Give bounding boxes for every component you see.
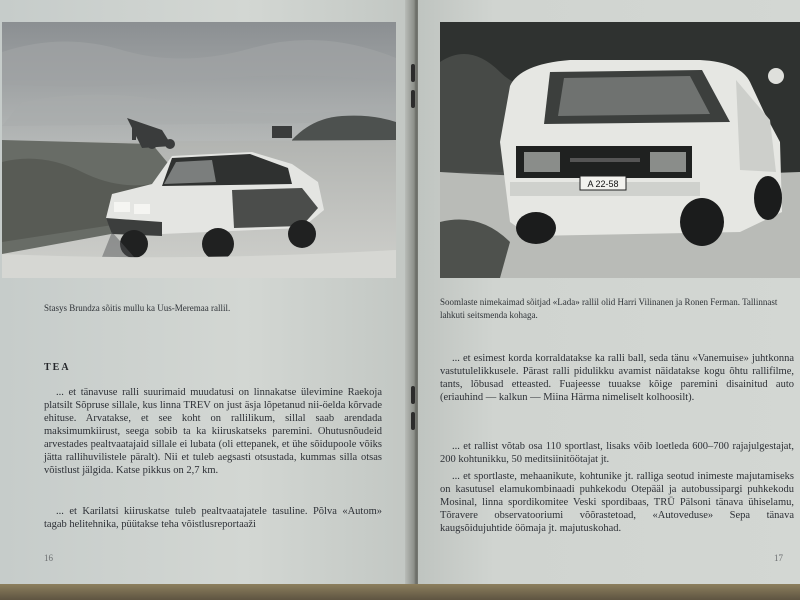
photo-caption-right: Soomlaste nimekaimad sõitjad «Lada» rallil olid Harri Vilinanen ja Ronen Ferman. Tallinnast lahkuti seitsmenda kohaga. [440,297,778,320]
staple-3 [411,386,415,404]
staple-2 [411,90,415,108]
lada-car-photo-right [440,22,800,278]
rally-car-photo-left [2,22,396,278]
section-heading: TEA [44,362,71,373]
staple-1 [411,64,415,82]
paragraph-2-left: ... et Karilatsi kiiruskatse tuleb pealtvaatajatele tasuline. Põlva «Autom» tagab helitehnika, püütakse teha võistlusreportaaži [44,506,382,530]
paragraph-2-right: ... et rallist võtab osa 110 sportlast, lisaks võib loetleda 600–700 rajajulgestajat, 200 kohtunikku, 50 meditsiinitöötajat jt. [440,441,794,465]
staple-4 [411,412,415,430]
paragraph-1-right: ... et esimest korda korraldatakse ka ralli ball, seda tänu «Vanemuise» juhtkonna vastutulelikkusele. Pärast ralli pidulikku avamist näidatakse kogu õhtu rallifilme, tants, lõbusad etteasted. Fuajeesse tuuakse kõige paremini disainitud auto (eriauhind — kalkun — Miina Härma nimeliselt kolhoosilt). [440,353,794,403]
right-page [418,0,800,600]
page-number-right: 17 [774,553,783,563]
page-number-left: 16 [44,553,53,563]
paragraph-1-left: ... et tänavuse ralli suurimaid muudatusi on linnakatse ülevimine Raekoja platsilt Sõpruse sillale, kus linna TREV on just äsja lõpetanud nii-öelda kõrvade ehituse. Arvatakse, et see koht on rallilikum, sillal saab arendada maksimumkiirust, seega sobib ta ka kiiruskatseks paremini. Ohutusnõudeid arvestades pealtvaatajaid sillale ei lubata (oli ettepanek, et ühe sõidupoole võiks jätta rallihuvilistele päralt). Nii et tuleb aegsasti otsustada, kummas silla otsas võistlust jälgida. Katse pikkus on 2,7 km. [44,387,382,476]
paragraph-3-right: ... et sportlaste, mehaanikute, kohtunike jt. ralliga seotud inimeste majutamiseks on kasutusel elamukombinaadi puhkekodu Otepääl ja autobussipargi puhkekodu Mosinal, linna spordikomitee Veski spordibaas, TRÜ Pälsoni tänava ühiselamu, Tõravere observatooriumi võõrastetoad, «Autoveduse» Sepa tänava kaugsõidujuhtide öömaja jt. majutuskohad. [440,471,794,534]
license-plate: A 22-58 [587,179,619,189]
table-surface [0,584,800,600]
photo-caption-left: Stasys Brundza sõitis mullu ka Uus-Meremaa rallil. [44,303,231,313]
